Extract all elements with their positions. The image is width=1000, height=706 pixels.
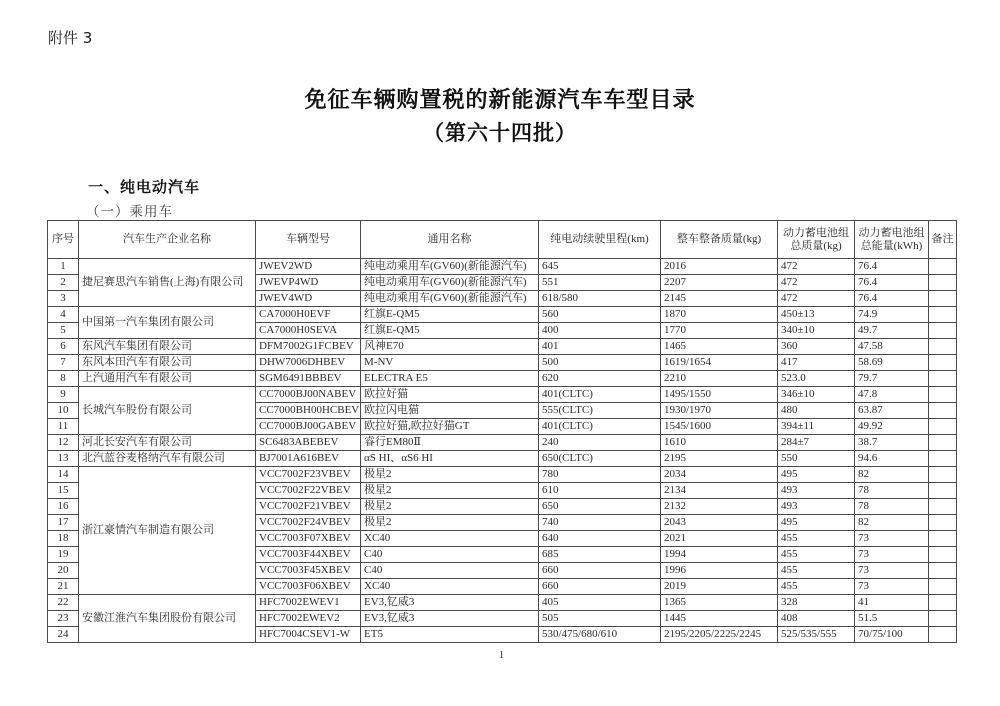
- column-header-col-manufacturer: 汽车生产企业名称: [79, 221, 256, 259]
- cell-curb-mass: 2145: [661, 291, 778, 307]
- cell-battery-mass: 455: [778, 579, 855, 595]
- table-header-row: [48, 221, 957, 259]
- cell-battery-energy: 47.58: [855, 339, 929, 355]
- cell-no: 4: [48, 307, 79, 323]
- cell-common-name: 纯电动乘用车(GV60)(新能源汽车): [361, 291, 539, 307]
- cell-no: 12: [48, 435, 79, 451]
- cell-model: CC7000BJ00NABEV: [256, 387, 361, 403]
- cell-range: 555(CLTC): [539, 403, 661, 419]
- cell-no: 22: [48, 595, 79, 611]
- cell-manufacturer: 上汽通用汽车有限公司: [79, 371, 256, 387]
- cell-battery-energy: 76.4: [855, 275, 929, 291]
- cell-range: 530/475/680/610: [539, 627, 661, 643]
- cell-curb-mass: 1930/1970: [661, 403, 778, 419]
- cell-remark: [929, 435, 957, 451]
- cell-range: 685: [539, 547, 661, 563]
- cell-no: 3: [48, 291, 79, 307]
- cell-range: 401(CLTC): [539, 419, 661, 435]
- cell-battery-mass: 455: [778, 531, 855, 547]
- cell-model: VCC7003F06XBEV: [256, 579, 361, 595]
- cell-common-name: 极星2: [361, 499, 539, 515]
- cell-battery-energy: 51.5: [855, 611, 929, 627]
- column-header-col-common-name: 通用名称: [361, 221, 539, 259]
- cell-remark: [929, 403, 957, 419]
- catalog-table: [47, 220, 957, 643]
- cell-manufacturer: 河北长安汽车有限公司: [79, 435, 256, 451]
- cell-remark: [929, 291, 957, 307]
- subsection-heading: （一）乘用车: [86, 204, 173, 219]
- cell-remark: [929, 451, 957, 467]
- table-row: [48, 595, 957, 611]
- cell-remark: [929, 371, 957, 387]
- cell-range: 660: [539, 563, 661, 579]
- cell-battery-energy: 94.6: [855, 451, 929, 467]
- cell-range: 505: [539, 611, 661, 627]
- cell-battery-mass: 328: [778, 595, 855, 611]
- cell-battery-energy: 47.8: [855, 387, 929, 403]
- cell-battery-energy: 74.9: [855, 307, 929, 323]
- cell-curb-mass: 2210: [661, 371, 778, 387]
- cell-curb-mass: 2195/2205/2225/2245: [661, 627, 778, 643]
- cell-battery-mass: 455: [778, 563, 855, 579]
- cell-remark: [929, 323, 957, 339]
- cell-no: 19: [48, 547, 79, 563]
- cell-range: 620: [539, 371, 661, 387]
- table-body: [48, 259, 957, 643]
- cell-curb-mass: 1610: [661, 435, 778, 451]
- cell-range: 618/580: [539, 291, 661, 307]
- cell-battery-mass: 417: [778, 355, 855, 371]
- cell-battery-energy: 76.4: [855, 259, 929, 275]
- cell-manufacturer: 北汽蓝谷麦格纳汽车有限公司: [79, 451, 256, 467]
- table-row: [48, 355, 957, 371]
- cell-manufacturer: 安徽江淮汽车集团股份有限公司: [79, 595, 256, 643]
- column-header-col-no: 序号: [48, 221, 79, 259]
- cell-common-name: C40: [361, 563, 539, 579]
- cell-model: HFC7002EWEV2: [256, 611, 361, 627]
- cell-common-name: 纯电动乘用车(GV60)(新能源汽车): [361, 275, 539, 291]
- cell-battery-energy: 76.4: [855, 291, 929, 307]
- cell-model: BJ7001A616BEV: [256, 451, 361, 467]
- cell-range: 551: [539, 275, 661, 291]
- cell-curb-mass: 1445: [661, 611, 778, 627]
- cell-battery-mass: 408: [778, 611, 855, 627]
- cell-model: VCC7003F45XBEV: [256, 563, 361, 579]
- cell-model: VCC7003F07XBEV: [256, 531, 361, 547]
- cell-common-name: 红旗E-QM5: [361, 307, 539, 323]
- cell-model: JWEVP4WD: [256, 275, 361, 291]
- cell-remark: [929, 627, 957, 643]
- cell-curb-mass: 2132: [661, 499, 778, 515]
- cell-no: 1: [48, 259, 79, 275]
- cell-common-name: αS HI、αS6 HI: [361, 451, 539, 467]
- cell-curb-mass: 2019: [661, 579, 778, 595]
- cell-curb-mass: 1365: [661, 595, 778, 611]
- cell-battery-mass: 480: [778, 403, 855, 419]
- cell-curb-mass: 1495/1550: [661, 387, 778, 403]
- table-row: [48, 451, 957, 467]
- cell-battery-mass: 493: [778, 483, 855, 499]
- cell-remark: [929, 563, 957, 579]
- cell-no: 20: [48, 563, 79, 579]
- cell-no: 2: [48, 275, 79, 291]
- cell-common-name: 欧拉闪电猫: [361, 403, 539, 419]
- table-row: [48, 435, 957, 451]
- cell-model: VCC7002F24VBEV: [256, 515, 361, 531]
- cell-battery-energy: 82: [855, 467, 929, 483]
- cell-remark: [929, 467, 957, 483]
- cell-range: 650: [539, 499, 661, 515]
- cell-battery-mass: 495: [778, 467, 855, 483]
- cell-remark: [929, 611, 957, 627]
- cell-curb-mass: 1870: [661, 307, 778, 323]
- section-heading: 一、纯电动汽车: [88, 178, 201, 196]
- column-header-col-curb-mass: 整车整备质量(kg): [661, 221, 778, 259]
- cell-remark: [929, 483, 957, 499]
- cell-battery-mass: 523.0: [778, 371, 855, 387]
- cell-model: HFC7004CSEV1-W: [256, 627, 361, 643]
- cell-battery-mass: 472: [778, 291, 855, 307]
- cell-common-name: EV3,钇威3: [361, 611, 539, 627]
- attachment-label: 附件 3: [48, 29, 93, 47]
- cell-range: 645: [539, 259, 661, 275]
- cell-range: 780: [539, 467, 661, 483]
- cell-battery-energy: 58.69: [855, 355, 929, 371]
- cell-curb-mass: 1996: [661, 563, 778, 579]
- cell-remark: [929, 355, 957, 371]
- cell-model: CC7000BJ00GABEV: [256, 419, 361, 435]
- cell-curb-mass: 1465: [661, 339, 778, 355]
- cell-battery-energy: 78: [855, 483, 929, 499]
- cell-range: 560: [539, 307, 661, 323]
- cell-manufacturer: 浙江豪情汽车制造有限公司: [79, 467, 256, 595]
- cell-no: 6: [48, 339, 79, 355]
- cell-remark: [929, 275, 957, 291]
- cell-common-name: 极星2: [361, 515, 539, 531]
- cell-battery-energy: 73: [855, 547, 929, 563]
- cell-no: 8: [48, 371, 79, 387]
- cell-common-name: XC40: [361, 531, 539, 547]
- cell-common-name: C40: [361, 547, 539, 563]
- cell-battery-energy: 49.7: [855, 323, 929, 339]
- cell-battery-mass: 525/535/555: [778, 627, 855, 643]
- cell-no: 21: [48, 579, 79, 595]
- cell-model: CA7000H0SEVA: [256, 323, 361, 339]
- cell-remark: [929, 419, 957, 435]
- cell-battery-energy: 82: [855, 515, 929, 531]
- cell-range: 405: [539, 595, 661, 611]
- cell-manufacturer: 东风汽车集团有限公司: [79, 339, 256, 355]
- cell-no: 18: [48, 531, 79, 547]
- cell-battery-mass: 450±13: [778, 307, 855, 323]
- document-title: [0, 86, 1000, 150]
- cell-range: 740: [539, 515, 661, 531]
- cell-model: VCC7002F21VBEV: [256, 499, 361, 515]
- cell-model: HFC7002EWEV1: [256, 595, 361, 611]
- cell-manufacturer: 长城汽车股份有限公司: [79, 387, 256, 435]
- cell-battery-energy: 63.87: [855, 403, 929, 419]
- table-row: [48, 259, 957, 275]
- cell-range: 650(CLTC): [539, 451, 661, 467]
- cell-no: 7: [48, 355, 79, 371]
- cell-no: 9: [48, 387, 79, 403]
- cell-common-name: XC40: [361, 579, 539, 595]
- cell-range: 610: [539, 483, 661, 499]
- cell-remark: [929, 259, 957, 275]
- cell-battery-energy: 73: [855, 531, 929, 547]
- cell-remark: [929, 547, 957, 563]
- cell-curb-mass: 1545/1600: [661, 419, 778, 435]
- cell-range: 401(CLTC): [539, 387, 661, 403]
- cell-battery-mass: 394±11: [778, 419, 855, 435]
- cell-curb-mass: 2043: [661, 515, 778, 531]
- cell-battery-energy: 38.7: [855, 435, 929, 451]
- cell-model: CA7000H0EVF: [256, 307, 361, 323]
- cell-no: 17: [48, 515, 79, 531]
- cell-no: 10: [48, 403, 79, 419]
- cell-no: 13: [48, 451, 79, 467]
- cell-common-name: 风神E70: [361, 339, 539, 355]
- cell-battery-mass: 340±10: [778, 323, 855, 339]
- cell-battery-mass: 284±7: [778, 435, 855, 451]
- cell-model: VCC7003F44XBEV: [256, 547, 361, 563]
- cell-curb-mass: 1619/1654: [661, 355, 778, 371]
- cell-remark: [929, 307, 957, 323]
- cell-battery-mass: 346±10: [778, 387, 855, 403]
- document-title-line1: 免征车辆购置税的新能源汽车车型目录: [304, 88, 696, 113]
- cell-battery-energy: 73: [855, 563, 929, 579]
- cell-manufacturer: 捷尼赛思汽车销售(上海)有限公司: [79, 259, 256, 307]
- cell-no: 14: [48, 467, 79, 483]
- cell-range: 640: [539, 531, 661, 547]
- table-row: [48, 371, 957, 387]
- cell-common-name: 睿行EM80Ⅱ: [361, 435, 539, 451]
- cell-curb-mass: 2016: [661, 259, 778, 275]
- cell-curb-mass: 1770: [661, 323, 778, 339]
- cell-common-name: 红旗E-QM5: [361, 323, 539, 339]
- cell-battery-energy: 79.7: [855, 371, 929, 387]
- cell-common-name: 欧拉好猫,欧拉好猫GT: [361, 419, 539, 435]
- cell-battery-mass: 455: [778, 547, 855, 563]
- cell-battery-energy: 49.92: [855, 419, 929, 435]
- cell-range: 660: [539, 579, 661, 595]
- column-header-col-battery-mass: 动力蓄电池组 总质量(kg): [778, 221, 855, 259]
- cell-common-name: 欧拉好猫: [361, 387, 539, 403]
- page-number: 1: [498, 649, 505, 661]
- cell-battery-energy: 70/75/100: [855, 627, 929, 643]
- cell-model: SGM6491BBBEV: [256, 371, 361, 387]
- cell-battery-mass: 472: [778, 275, 855, 291]
- cell-curb-mass: 2034: [661, 467, 778, 483]
- cell-range: 500: [539, 355, 661, 371]
- document-title-line2: （第六十四批）: [423, 121, 577, 145]
- cell-range: 400: [539, 323, 661, 339]
- cell-curb-mass: 2195: [661, 451, 778, 467]
- cell-common-name: 极星2: [361, 483, 539, 499]
- cell-common-name: ELECTRA E5: [361, 371, 539, 387]
- column-header-col-model: 车辆型号: [256, 221, 361, 259]
- table-row: [48, 387, 957, 403]
- cell-remark: [929, 515, 957, 531]
- cell-remark: [929, 595, 957, 611]
- table-row: [48, 339, 957, 355]
- cell-range: 401: [539, 339, 661, 355]
- column-header-col-remark: 备注: [929, 221, 957, 259]
- cell-common-name: EV3,钇威3: [361, 595, 539, 611]
- cell-no: 24: [48, 627, 79, 643]
- cell-remark: [929, 579, 957, 595]
- cell-no: 23: [48, 611, 79, 627]
- cell-curb-mass: 2021: [661, 531, 778, 547]
- column-header-col-range: 纯电动续驶里程(km): [539, 221, 661, 259]
- table-row: [48, 467, 957, 483]
- column-header-col-battery-energy: 动力蓄电池组 总能量(kWh): [855, 221, 929, 259]
- table-row: [48, 307, 957, 323]
- cell-model: JWEV2WD: [256, 259, 361, 275]
- cell-common-name: 极星2: [361, 467, 539, 483]
- cell-model: DHW7006DHBEV: [256, 355, 361, 371]
- cell-battery-mass: 360: [778, 339, 855, 355]
- cell-curb-mass: 2134: [661, 483, 778, 499]
- cell-battery-energy: 73: [855, 579, 929, 595]
- cell-manufacturer: 东风本田汽车有限公司: [79, 355, 256, 371]
- cell-no: 15: [48, 483, 79, 499]
- cell-no: 5: [48, 323, 79, 339]
- cell-model: JWEV4WD: [256, 291, 361, 307]
- cell-manufacturer: 中国第一汽车集团有限公司: [79, 307, 256, 339]
- cell-model: VCC7002F22VBEV: [256, 483, 361, 499]
- cell-battery-mass: 495: [778, 515, 855, 531]
- cell-remark: [929, 387, 957, 403]
- cell-common-name: ET5: [361, 627, 539, 643]
- cell-common-name: 纯电动乘用车(GV60)(新能源汽车): [361, 259, 539, 275]
- cell-remark: [929, 499, 957, 515]
- cell-battery-energy: 41: [855, 595, 929, 611]
- cell-model: VCC7002F23VBEV: [256, 467, 361, 483]
- cell-battery-energy: 78: [855, 499, 929, 515]
- cell-range: 240: [539, 435, 661, 451]
- cell-battery-mass: 493: [778, 499, 855, 515]
- cell-model: CC7000BH00HCBEV: [256, 403, 361, 419]
- cell-battery-mass: 472: [778, 259, 855, 275]
- cell-curb-mass: 1994: [661, 547, 778, 563]
- cell-no: 11: [48, 419, 79, 435]
- cell-model: SC6483ABEBEV: [256, 435, 361, 451]
- cell-model: DFM7002G1FCBEV: [256, 339, 361, 355]
- cell-remark: [929, 531, 957, 547]
- cell-common-name: M-NV: [361, 355, 539, 371]
- cell-battery-mass: 550: [778, 451, 855, 467]
- cell-no: 16: [48, 499, 79, 515]
- cell-curb-mass: 2207: [661, 275, 778, 291]
- cell-remark: [929, 339, 957, 355]
